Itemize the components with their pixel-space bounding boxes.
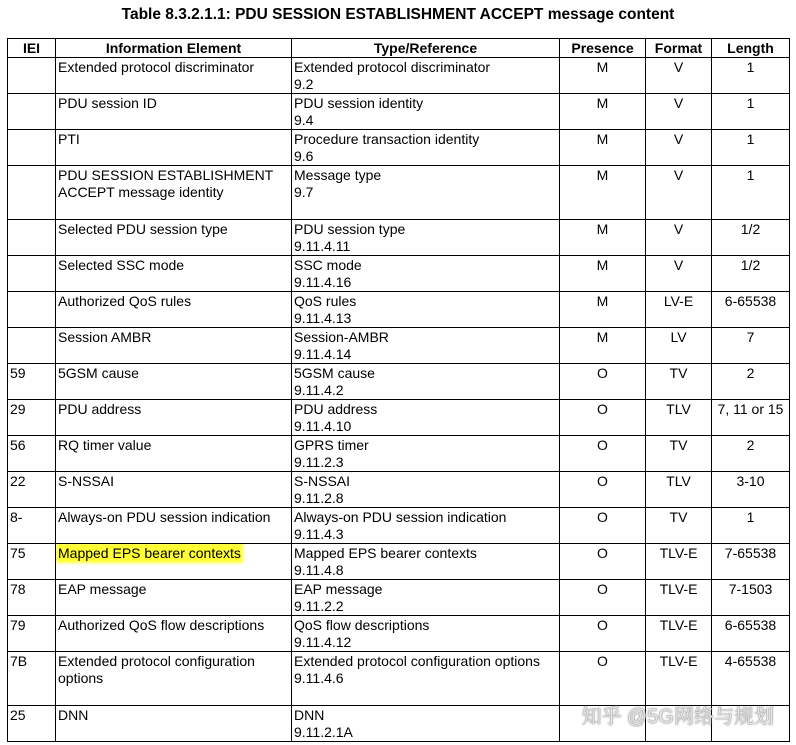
- element-name: RQ timer value: [58, 437, 152, 453]
- cell-iei: 8-: [8, 508, 56, 544]
- cell-format: V: [646, 130, 712, 166]
- clause-reference: 9.11.2.8: [294, 490, 344, 506]
- cell-presence: O: [560, 652, 646, 706]
- clause-reference: 9.11.2.3: [294, 454, 344, 470]
- cell-iei: [8, 292, 56, 328]
- cell-information-element: [56, 256, 292, 292]
- cell-length: 7: [712, 328, 790, 364]
- element-name: Extended protocol discriminator: [58, 59, 255, 75]
- cell-type-reference: [292, 544, 560, 580]
- type-name: S-NSSAI: [294, 473, 351, 489]
- cell-presence: M: [560, 130, 646, 166]
- clause-reference: 9.11.4.12: [294, 634, 352, 650]
- clause-reference: 9.11.4.3: [294, 526, 344, 542]
- cell-iei: [8, 256, 56, 292]
- cell-presence: O: [560, 616, 646, 652]
- type-name: Procedure transaction identity: [294, 131, 480, 147]
- clause-reference: 9.11.2.1A: [294, 724, 353, 740]
- cell-information-element: [56, 292, 292, 328]
- cell-length: 6-65538: [712, 616, 790, 652]
- cell-format: V: [646, 58, 712, 94]
- header-length: Length: [712, 39, 790, 58]
- element-name: Always-on PDU session indication: [58, 509, 271, 525]
- cell-presence: M: [560, 328, 646, 364]
- element-name: DNN: [58, 707, 89, 723]
- cell-type-reference: [292, 94, 560, 130]
- message-content-table: [7, 38, 790, 742]
- cell-type-reference: [292, 220, 560, 256]
- cell-format: LV-E: [646, 292, 712, 328]
- header-information-element: Information Element: [56, 39, 292, 58]
- type-name: DNN: [294, 707, 325, 723]
- cell-information-element: [56, 166, 292, 220]
- cell-type-reference: [292, 580, 560, 616]
- clause-reference: 9.11.4.10: [294, 418, 352, 434]
- cell-presence: O: [560, 580, 646, 616]
- element-name: Extended protocol configuration options: [58, 653, 255, 686]
- cell-information-element: [56, 400, 292, 436]
- cell-format: V: [646, 166, 712, 220]
- cell-iei: 22: [8, 472, 56, 508]
- cell-format: TLV-E: [646, 652, 712, 706]
- table-row: [8, 472, 790, 508]
- table-row: [8, 220, 790, 256]
- cell-information-element: [56, 544, 292, 580]
- type-name: Extended protocol discriminator: [294, 59, 491, 75]
- type-name: QoS flow descriptions: [294, 617, 430, 633]
- cell-iei: [8, 220, 56, 256]
- table-row: [8, 616, 790, 652]
- cell-information-element: [56, 508, 292, 544]
- element-name: 5GSM cause: [58, 365, 139, 381]
- cell-iei: [8, 130, 56, 166]
- element-name: PDU SESSION ESTABLISHMENT ACCEPT message identity: [58, 167, 273, 200]
- type-name: GPRS timer: [294, 437, 369, 453]
- cell-format: V: [646, 220, 712, 256]
- table-row: [8, 166, 790, 220]
- table-row: [8, 328, 790, 364]
- cell-information-element: [56, 364, 292, 400]
- cell-length: 1: [712, 94, 790, 130]
- cell-format: V: [646, 256, 712, 292]
- cell-type-reference: [292, 328, 560, 364]
- cell-format: V: [646, 94, 712, 130]
- cell-type-reference: [292, 652, 560, 706]
- type-name: Always-on PDU session indication: [294, 509, 507, 525]
- clause-reference: 9.11.4.14: [294, 346, 352, 362]
- cell-length: 6-65538: [712, 292, 790, 328]
- cell-length: 7, 11 or 15: [712, 400, 790, 436]
- cell-iei: 75: [8, 544, 56, 580]
- clause-reference: 9.11.4.6: [294, 670, 344, 686]
- cell-iei: 7B: [8, 652, 56, 706]
- cell-iei: 56: [8, 436, 56, 472]
- cell-format: TLV-E: [646, 544, 712, 580]
- table-row: [8, 652, 790, 706]
- cell-format: TLV-E: [646, 616, 712, 652]
- element-name: Session AMBR: [58, 329, 152, 345]
- cell-iei: [8, 94, 56, 130]
- element-name: Authorized QoS rules: [58, 293, 192, 309]
- clause-reference: 9.11.4.13: [294, 310, 352, 326]
- cell-format: TLV-E: [646, 580, 712, 616]
- cell-format: LV: [646, 328, 712, 364]
- cell-iei: 59: [8, 364, 56, 400]
- clause-reference: 9.6: [294, 148, 314, 164]
- table-row: [8, 580, 790, 616]
- cell-iei: [8, 328, 56, 364]
- cell-information-element: [56, 652, 292, 706]
- cell-length: 1/2: [712, 256, 790, 292]
- cell-presence: O: [560, 472, 646, 508]
- table-row: [8, 292, 790, 328]
- cell-iei: 29: [8, 400, 56, 436]
- type-name: EAP message: [294, 581, 383, 597]
- cell-information-element: [56, 328, 292, 364]
- type-name: Extended protocol configuration options: [294, 653, 540, 669]
- cell-presence: O: [560, 544, 646, 580]
- type-name: PDU session identity: [294, 95, 424, 111]
- cell-type-reference: [292, 166, 560, 220]
- type-name: SSC mode: [294, 257, 362, 273]
- header-format: Format: [646, 39, 712, 58]
- clause-reference: 9.2: [294, 76, 314, 92]
- header-presence: Presence: [560, 39, 646, 58]
- cell-length: 1/2: [712, 220, 790, 256]
- clause-reference: 9.11.4.11: [294, 238, 351, 254]
- cell-information-element: [56, 580, 292, 616]
- cell-length: 7-65538: [712, 544, 790, 580]
- clause-reference: 9.4: [294, 112, 314, 128]
- cell-length: 2: [712, 436, 790, 472]
- cell-length: 2: [712, 364, 790, 400]
- cell-information-element: [56, 616, 292, 652]
- cell-type-reference: [292, 364, 560, 400]
- element-name: PDU address: [58, 401, 142, 417]
- cell-information-element: [56, 706, 292, 742]
- table-row: [8, 58, 790, 94]
- cell-format: TV: [646, 508, 712, 544]
- cell-type-reference: [292, 292, 560, 328]
- table-row: [8, 256, 790, 292]
- cell-information-element: [56, 94, 292, 130]
- cell-presence: M: [560, 58, 646, 94]
- clause-reference: 9.11.2.2: [294, 598, 344, 614]
- table-row: [8, 436, 790, 472]
- cell-type-reference: [292, 508, 560, 544]
- table-row: [8, 94, 790, 130]
- element-name: EAP message: [58, 581, 147, 597]
- element-name: PTI: [58, 131, 80, 147]
- cell-presence: M: [560, 220, 646, 256]
- type-name: 5GSM cause: [294, 365, 375, 381]
- cell-type-reference: [292, 400, 560, 436]
- cell-type-reference: [292, 616, 560, 652]
- cell-type-reference: [292, 130, 560, 166]
- highlighted-element-name: Mapped EPS bearer contexts: [58, 545, 241, 561]
- cell-presence: O: [560, 508, 646, 544]
- cell-information-element: [56, 130, 292, 166]
- table-row: [8, 130, 790, 166]
- clause-reference: 9.11.4.16: [294, 274, 352, 290]
- clause-reference: 9.11.4.2: [294, 382, 344, 398]
- cell-presence: O: [560, 364, 646, 400]
- element-name: S-NSSAI: [58, 473, 115, 489]
- cell-presence: M: [560, 292, 646, 328]
- cell-format: TV: [646, 364, 712, 400]
- element-name: Selected SSC mode: [58, 257, 185, 273]
- cell-presence: O: [560, 436, 646, 472]
- cell-length: 1: [712, 130, 790, 166]
- cell-type-reference: [292, 472, 560, 508]
- cell-iei: 78: [8, 580, 56, 616]
- table-row: [8, 544, 790, 580]
- element-name: Authorized QoS flow descriptions: [58, 617, 265, 633]
- cell-iei: [8, 58, 56, 94]
- cell-iei: 79: [8, 616, 56, 652]
- element-name: Selected PDU session type: [58, 221, 228, 237]
- table-row: [8, 508, 790, 544]
- table-row: [8, 364, 790, 400]
- cell-presence: O: [560, 400, 646, 436]
- cell-presence: M: [560, 166, 646, 220]
- type-name: PDU session type: [294, 221, 406, 237]
- clause-reference: 9.7: [294, 184, 314, 200]
- cell-iei: [8, 166, 56, 220]
- cell-format: TLV: [646, 472, 712, 508]
- cell-format: TV: [646, 436, 712, 472]
- cell-information-element: [56, 220, 292, 256]
- cell-type-reference: [292, 256, 560, 292]
- type-name: Mapped EPS bearer contexts: [294, 545, 477, 561]
- cell-iei: 25: [8, 706, 56, 742]
- cell-format: TLV: [646, 400, 712, 436]
- cell-length: 1: [712, 58, 790, 94]
- type-name: PDU address: [294, 401, 378, 417]
- cell-type-reference: [292, 436, 560, 472]
- type-name: Message type: [294, 167, 382, 183]
- table-row: [8, 400, 790, 436]
- cell-length: 4-65538: [712, 652, 790, 706]
- table-title: Table 8.3.2.1.1: PDU SESSION ESTABLISHMENT ACCEPT message content: [121, 6, 675, 23]
- header-type-reference: Type/Reference: [292, 39, 560, 58]
- header-row: [8, 39, 790, 58]
- cell-length: 1: [712, 508, 790, 544]
- cell-length: 1: [712, 166, 790, 220]
- cell-type-reference: [292, 706, 560, 742]
- cell-information-element: [56, 472, 292, 508]
- element-name: PDU session ID: [58, 95, 157, 111]
- cell-type-reference: [292, 58, 560, 94]
- watermark: 知乎 @5G网络与规划: [581, 706, 774, 728]
- type-name: Session-AMBR: [294, 329, 389, 345]
- header-iei: IEI: [8, 39, 56, 58]
- clause-reference: 9.11.4.8: [294, 562, 344, 578]
- cell-information-element: [56, 436, 292, 472]
- cell-presence: M: [560, 94, 646, 130]
- type-name: QoS rules: [294, 293, 357, 309]
- cell-information-element: [56, 58, 292, 94]
- cell-presence: M: [560, 256, 646, 292]
- cell-length: 7-1503: [712, 580, 790, 616]
- cell-length: 3-10: [712, 472, 790, 508]
